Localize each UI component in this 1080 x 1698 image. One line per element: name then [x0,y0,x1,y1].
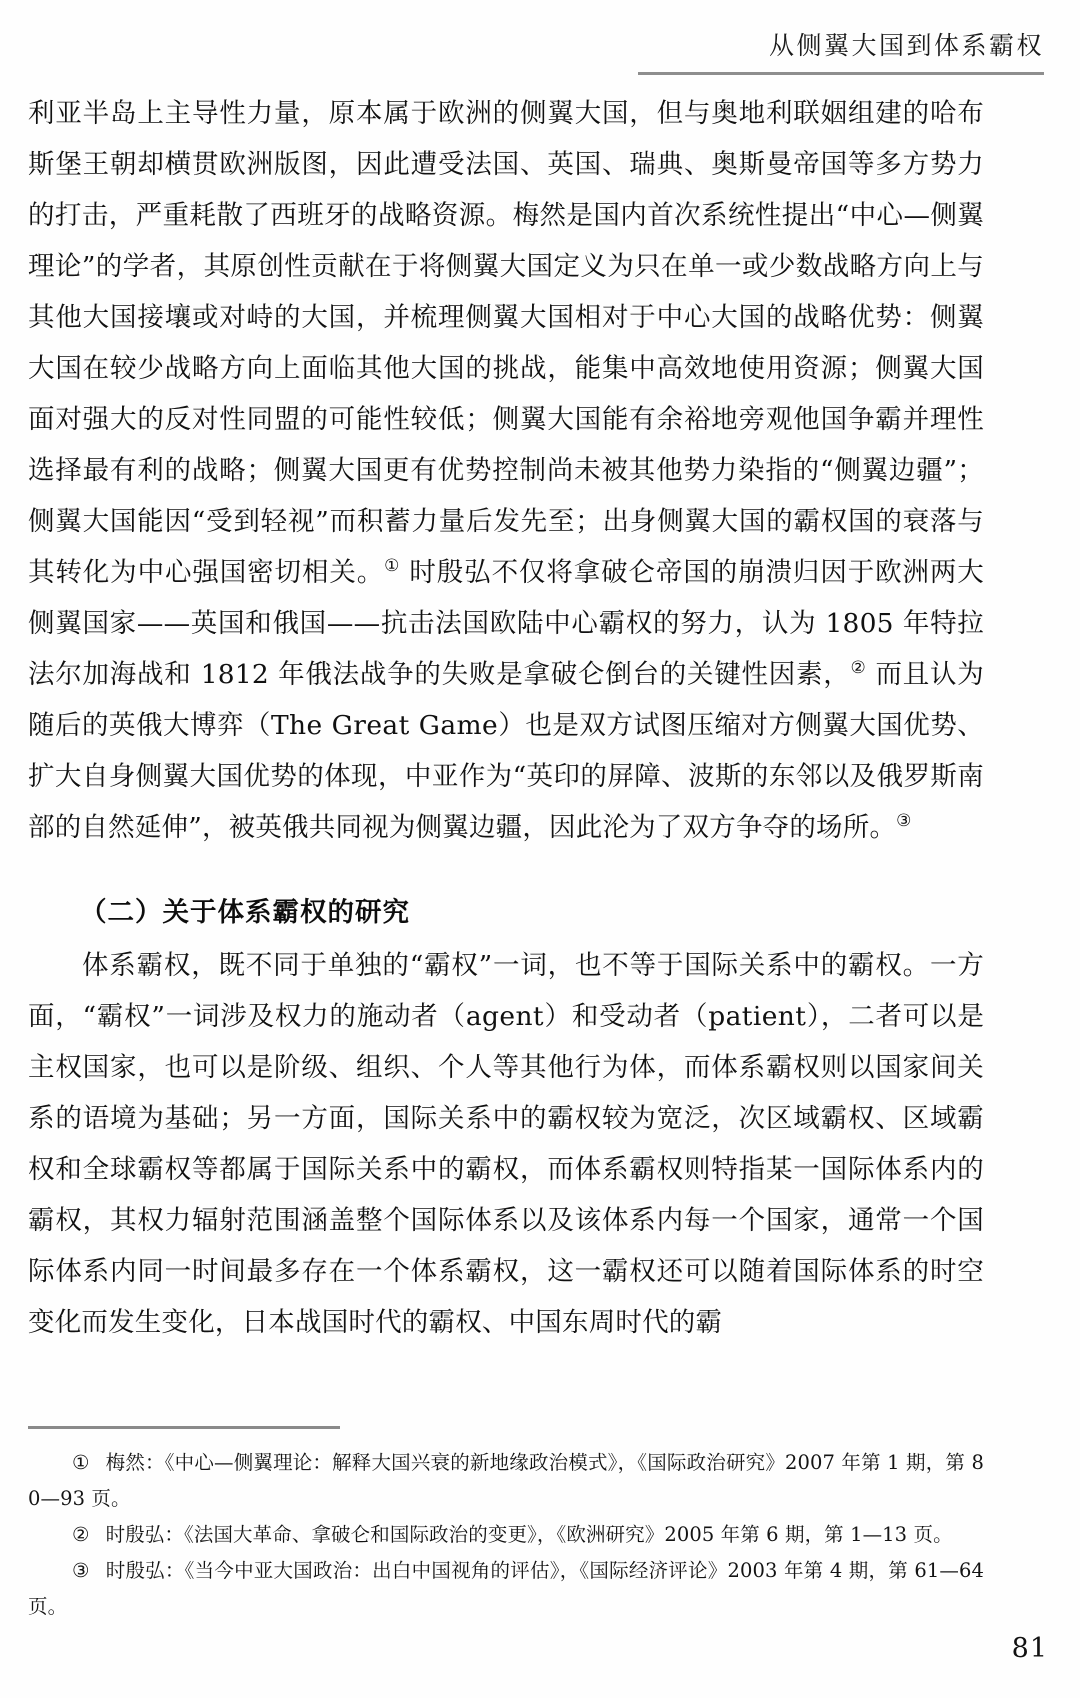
running-head [30,26,1050,84]
paragraph-2 [28,940,984,1348]
paragraph-1-text-c: 而且认为随后的英俄大博弈（ [28,659,984,741]
paragraph-2-text-a: 体系霸权，既不同于单独的“霸权”一词，也不等于国际关系中的霸权。一方面，“霸权”一词涉及权力的施动者（ [28,950,984,1032]
paragraph-1-text-d: ）也是双方试图压缩对方侧翼大国优势、扩大自身侧翼大国优势的体现，中亚作为“英印的屏障、波斯的东邻以及俄罗斯南部的自然延伸”，被英俄共同视为侧翼边疆，因此沦为了双方争夺的场所。 [28,710,984,843]
footnote-text: 时殷弘：《法国大革命、拿破仑和国际政治的变更》，《欧洲研究》2005 年第 6 期，第 1—13 页。 [105,1522,953,1546]
footnote-ref-3[interactable]: ③ [896,811,912,831]
section-heading-er: （二）关于体系霸权的研究 [80,897,410,928]
footnote-item [28,1517,984,1553]
footnote-marker: ① [72,1450,90,1474]
term-the-great-game: The Great Game [270,710,499,741]
running-head-title: 从侧翼大国到体系霸权 [768,31,1044,60]
page-number: 81 [1011,1633,1048,1664]
footnote-ref-1[interactable]: ① [384,556,401,576]
paragraph-2-text-c: ），二者可以是主权国家，也可以是阶级、组织、个人等其他行为体，而体系霸权则以国家间关系的语境为基础；另一方面，国际关系中的霸权较为宽泛，次区域霸权、区域霸权和全球霸权等都属于国际关系中的霸权，而体系霸权则特指某一国际体系内的霸权，其权力辐射范围涵盖整个国际体系以及该体系内每一个国家，通常一个国际体系内同一时间最多存在一个体系霸权，这一霸权还可以随着国际体系的时空变化而发生变化，日本战国时代的霸权、中国东周时代的霸 [28,1001,985,1338]
footnote-item [28,1553,984,1625]
term-agent: agent [465,1001,544,1032]
footnote-item [28,1445,984,1517]
term-patient: patient [708,1001,807,1032]
paragraph-2-text-b: ）和受动者（ [543,1001,709,1032]
footnote-marker: ③ [72,1558,90,1582]
footnote-block [28,1426,984,1625]
body-content [28,88,984,1348]
footnote-marker: ② [72,1522,90,1546]
footnote-text: 梅然：《中心—侧翼理论：解释大国兴衰的新地缘政治模式》，《国际政治研究》2007 年第 1 期，第 80—93 页。 [28,1450,984,1510]
running-head-rule [638,72,1044,75]
footnote-text: 时殷弘：《当今中亚大国政治：出白中国视角的评估》，《国际经济评论》2003 年第 4 期，第 61—64 页。 [28,1558,984,1618]
paragraph-1-text-a: 利亚半岛上主导性力量，原本属于欧洲的侧翼大国，但与奥地利联姻组建的哈布斯堡王朝却横贯欧洲版图，因此遭受法国、英国、瑞典、奥斯曼帝国等多方势力的打击，严重耗散了西班牙的战略资源。梅然是国内首次系统性提出“中心—侧翼理论”的学者，其原创性贡献在于将侧翼大国定义为只在单一或少数战略方向上与其他大国接壤或对峙的大国，并梳理侧翼大国相对于中心大国的战略优势：侧翼大国在较少战略方向上面临其他大国的挑战，能集中高效地使用资源；侧翼大国面对强大的反对性同盟的可能性较低；侧翼大国能有余裕地旁观他国争霸并理性选择最有利的战略；侧翼大国更有优势控制尚未被其他势力染指的“侧翼边疆”；侧翼大国能因“受到轻视”而积蓄力量后发先至；出身侧翼大国的霸权国的衰落与其转化为中心强国密切相关。 [28,98,984,588]
footnote-separator-rule [28,1426,340,1429]
footnote-ref-2[interactable]: ② [850,658,867,678]
paragraph-1-text-b: 时殷弘不仅将拿破仑帝国的崩溃归因于欧洲两大侧翼国家——英国和俄国——抗击法国欧陆中心霸权的努力，认为 1805 年特拉法尔加海战和 1812 年俄法战争的失败是拿破仑倒台的关键性因素， [28,557,984,690]
paragraph-1 [28,88,984,853]
